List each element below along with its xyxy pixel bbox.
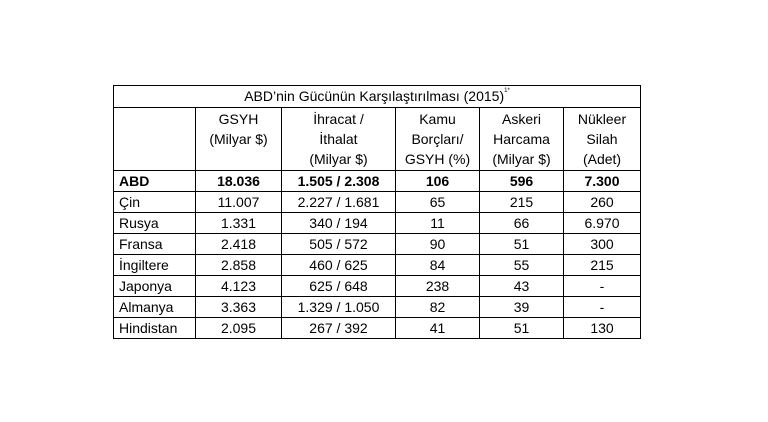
header-line: (Milyar $) xyxy=(309,151,368,167)
table-title-row xyxy=(114,86,641,108)
cell-country: ABD xyxy=(114,171,196,192)
cell-nuclear: 300 xyxy=(564,234,641,255)
cell-gsyh: 2.858 xyxy=(196,255,282,276)
table-row xyxy=(114,276,641,297)
cell-trade: 267 / 392 xyxy=(282,318,396,339)
cell-country: İngiltere xyxy=(114,255,196,276)
cell-country: Japonya xyxy=(114,276,196,297)
cell-military: 43 xyxy=(480,276,564,297)
table-body xyxy=(114,86,641,339)
cell-nuclear: - xyxy=(564,297,641,318)
cell-gsyh: 11.007 xyxy=(196,192,282,213)
table-header-row xyxy=(114,108,641,171)
cell-debt: 41 xyxy=(396,318,480,339)
table-row xyxy=(114,234,641,255)
cell-nuclear: - xyxy=(564,276,641,297)
header-line: Harcama xyxy=(493,131,550,147)
cell-debt: 90 xyxy=(396,234,480,255)
cell-trade: 625 / 648 xyxy=(282,276,396,297)
header-line: İhracat / xyxy=(313,111,364,127)
cell-military: 596 xyxy=(480,171,564,192)
cell-military: 51 xyxy=(480,318,564,339)
header-line: (Milyar $) xyxy=(209,131,268,147)
header-nuclear xyxy=(564,108,641,171)
header-line: Nükleer xyxy=(577,111,627,127)
cell-military: 39 xyxy=(480,297,564,318)
cell-nuclear: 7.300 xyxy=(564,171,641,192)
header-line: GSYH (%) xyxy=(404,151,471,167)
cell-trade: 460 / 625 xyxy=(282,255,396,276)
cell-gsyh: 2.095 xyxy=(196,318,282,339)
header-line: GSYH xyxy=(218,111,259,127)
header-military xyxy=(480,108,564,171)
table-title-footnote: 1* xyxy=(504,88,510,94)
cell-gsyh: 4.123 xyxy=(196,276,282,297)
header-line: (Adet) xyxy=(582,151,622,167)
cell-country: Çin xyxy=(114,192,196,213)
cell-nuclear: 260 xyxy=(564,192,641,213)
cell-gsyh: 18.036 xyxy=(196,171,282,192)
header-line: İthalat xyxy=(319,131,358,147)
cell-debt: 11 xyxy=(396,213,480,234)
table-row xyxy=(114,255,641,276)
table-row xyxy=(114,171,641,192)
cell-trade: 505 / 572 xyxy=(282,234,396,255)
cell-nuclear: 215 xyxy=(564,255,641,276)
cell-gsyh: 1.331 xyxy=(196,213,282,234)
cell-nuclear: 130 xyxy=(564,318,641,339)
cell-debt: 82 xyxy=(396,297,480,318)
cell-country: Hindistan xyxy=(114,318,196,339)
table-row xyxy=(114,297,641,318)
cell-trade: 2.227 / 1.681 xyxy=(282,192,396,213)
cell-trade: 340 / 194 xyxy=(282,213,396,234)
cell-debt: 65 xyxy=(396,192,480,213)
cell-trade: 1.505 / 2.308 xyxy=(282,171,396,192)
table-row xyxy=(114,318,641,339)
header-gsyh xyxy=(196,108,282,171)
cell-nuclear: 6.970 xyxy=(564,213,641,234)
cell-country: Fransa xyxy=(114,234,196,255)
header-trade xyxy=(282,108,396,171)
cell-military: 66 xyxy=(480,213,564,234)
cell-debt: 238 xyxy=(396,276,480,297)
header-line: Kamu xyxy=(419,111,456,127)
header-line: Askeri xyxy=(502,111,541,127)
cell-country: Almanya xyxy=(114,297,196,318)
header-country xyxy=(114,108,196,171)
cell-debt: 106 xyxy=(396,171,480,192)
cell-military: 51 xyxy=(480,234,564,255)
header-line: Borçları/ xyxy=(411,131,464,147)
table-row xyxy=(114,213,641,234)
cell-debt: 84 xyxy=(396,255,480,276)
power-comparison-table xyxy=(113,85,641,339)
cell-trade: 1.329 / 1.050 xyxy=(282,297,396,318)
table-title-cell xyxy=(114,86,641,108)
header-line: (Milyar $) xyxy=(492,151,551,167)
cell-country: Rusya xyxy=(114,213,196,234)
comparison-table-container xyxy=(113,85,641,339)
cell-military: 55 xyxy=(480,255,564,276)
header-debt xyxy=(396,108,480,171)
cell-gsyh: 3.363 xyxy=(196,297,282,318)
table-title: ABD’nin Gücünün Karşılaştırılması (2015) xyxy=(244,88,505,104)
cell-military: 215 xyxy=(480,192,564,213)
cell-gsyh: 2.418 xyxy=(196,234,282,255)
table-row xyxy=(114,192,641,213)
header-line: Silah xyxy=(586,131,618,147)
